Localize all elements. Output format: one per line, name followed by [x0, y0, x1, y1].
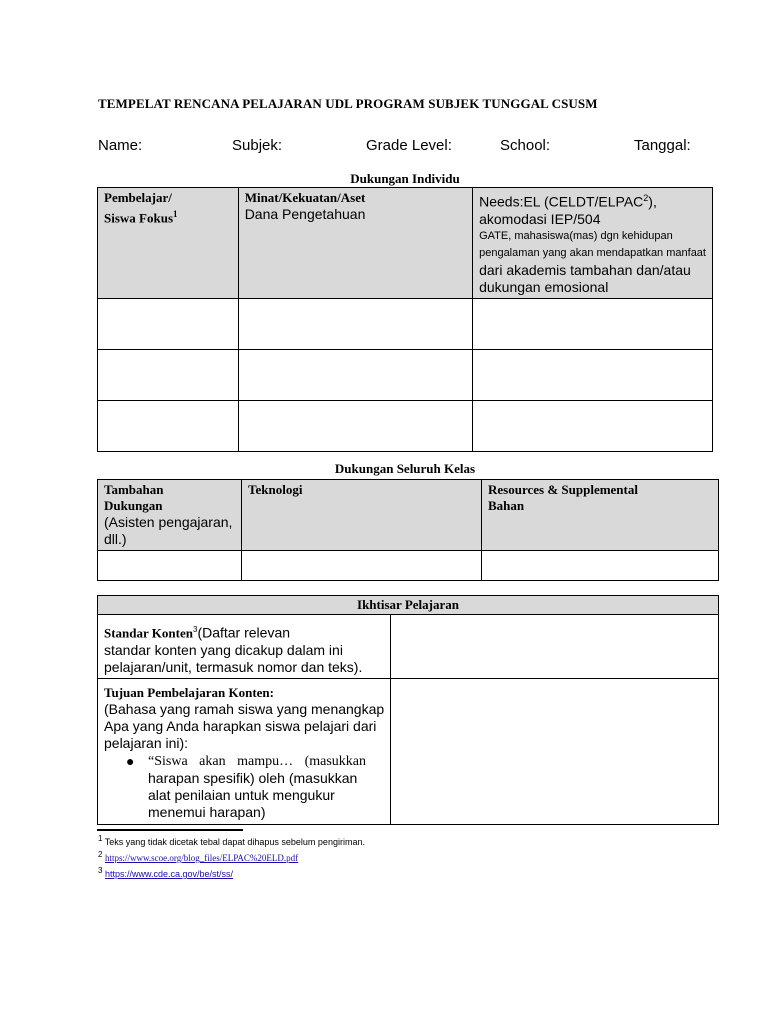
- empty-cell[interactable]: [98, 400, 239, 451]
- objective-bullet: [104, 753, 384, 821]
- bullet-icon: ●: [126, 753, 135, 769]
- resources-header-bold2: Bahan: [488, 498, 525, 513]
- document-title: TEMPELAT RENCANA PELAJARAN UDL PROGRAM SUBJEK TUNGGAL CSUSM: [98, 96, 598, 111]
- needs-line1-end: ),: [648, 193, 657, 210]
- school-label: School:: [500, 137, 551, 154]
- needs-line3: dari akademis tambahan dan/atau: [479, 261, 691, 278]
- name-label: Name:: [98, 137, 143, 154]
- footnote-3-link[interactable]: https://www.cde.ca.gov/be/st/ss/: [104, 869, 234, 879]
- overview-title: Ikhtisar Pelajaran: [357, 597, 459, 612]
- bullet-text2: alat penilaian untuk mengukur: [148, 787, 335, 803]
- footnote-ref-2: 2: [643, 193, 649, 203]
- content-standards-text1: (Daftar relevan: [197, 624, 291, 641]
- learner-header-cell: [98, 188, 239, 299]
- learning-objectives-cell: [98, 679, 391, 825]
- footnote-1: [98, 834, 365, 847]
- footnote-2-link[interactable]: https://www.scoe.org/blog_files/ELPAC%20ELD.pdf: [104, 853, 299, 863]
- learning-objectives-bold: Tujuan Pembelajaran Konten:: [104, 685, 274, 700]
- empty-cell[interactable]: [473, 400, 713, 451]
- individual-support-title: Dukungan Individu: [350, 171, 460, 186]
- additional-support-bold2: Dukungan: [104, 498, 163, 513]
- empty-cell[interactable]: [238, 298, 472, 349]
- footnote-3: [98, 866, 233, 879]
- empty-cell[interactable]: [238, 349, 472, 400]
- learner-header-line1: Pembelajar/: [104, 190, 172, 205]
- resources-header-bold1: Resources & Supplemental: [488, 482, 638, 497]
- subject-label: Subjek:: [232, 137, 283, 154]
- footnote-ref-3: 3: [192, 625, 198, 634]
- learning-objectives-text3: pelajaran ini):: [104, 735, 189, 751]
- needs-header-cell: [473, 188, 713, 299]
- additional-support-text: (Asisten pengajaran, dll.): [104, 514, 233, 547]
- content-standards-text3: pelajaran/unit, termasuk nomor dan teks).: [104, 658, 363, 675]
- overview-header-cell: [98, 596, 719, 615]
- bullet-text1: harapan spesifik) oleh (masukkan: [148, 770, 358, 786]
- table-row: [98, 551, 719, 581]
- footnote-2-number: 2: [98, 850, 103, 859]
- empty-cell[interactable]: [98, 349, 239, 400]
- table-header-row: [98, 188, 713, 299]
- empty-cell[interactable]: [98, 551, 242, 581]
- table-row: [98, 298, 713, 349]
- additional-support-header-cell: [98, 480, 242, 551]
- learning-objectives-input-cell[interactable]: [391, 679, 719, 825]
- technology-header-bold: Teknologi: [248, 482, 303, 497]
- footnote-2: [98, 850, 298, 863]
- learning-objectives-text1: (Bahasa yang ramah siswa yang menangkap: [104, 701, 385, 717]
- empty-cell[interactable]: [473, 298, 713, 349]
- footnote-ref-1: 1: [173, 209, 178, 219]
- additional-support-bold1: Tambahan: [104, 482, 164, 497]
- needs-small1: GATE, mahasiswa(mas) dgn kehidupan: [479, 229, 673, 242]
- learner-header-line2: Siswa Fokus: [104, 210, 173, 226]
- table-row: [98, 679, 719, 825]
- footnote-1-number: 1: [98, 834, 103, 843]
- table-header-row: [98, 596, 719, 615]
- grade-level-label: Grade Level:: [366, 137, 452, 154]
- bullet-serif-text: “Siswa akan mampu… (masukkan: [148, 754, 367, 769]
- needs-line2: akomodasi IEP/504: [479, 210, 601, 227]
- needs-small2: pengalaman yang akan mendapatkan manfaat: [479, 246, 706, 259]
- content-standards-cell: [98, 615, 391, 679]
- empty-cell[interactable]: [473, 349, 713, 400]
- empty-cell[interactable]: [238, 400, 472, 451]
- table-row: [98, 615, 719, 679]
- bullet-text3: menemui harapan): [148, 804, 266, 820]
- footnote-1-text: Teks yang tidak dicetak tebal dapat dihapus sebelum pengiriman.: [104, 837, 365, 847]
- strengths-header-cell: [238, 188, 472, 299]
- content-standards-text2: standar konten yang dicakup dalam ini: [104, 641, 343, 658]
- strengths-header-text: Dana Pengetahuan: [244, 206, 366, 222]
- technology-header-cell: [242, 480, 482, 551]
- classwide-support-title: Dukungan Seluruh Kelas: [334, 461, 476, 476]
- needs-line4: dukungan emosional: [479, 278, 609, 295]
- content-standards-input-cell[interactable]: [391, 615, 719, 679]
- footnote-divider: [97, 829, 243, 831]
- needs-line1: Needs:EL (CELDT/ELPAC: [479, 193, 644, 210]
- empty-cell[interactable]: [482, 551, 719, 581]
- content-standards-bold: Standar Konten: [104, 625, 193, 641]
- table-row: [98, 349, 713, 400]
- resources-header-cell: [482, 480, 719, 551]
- table-header-row: [98, 480, 719, 551]
- table-row: [98, 400, 713, 451]
- individual-support-table: [97, 187, 713, 452]
- empty-cell[interactable]: [98, 298, 239, 349]
- classwide-support-table: [97, 479, 719, 581]
- footnote-3-number: 3: [98, 866, 103, 875]
- learning-objectives-text2: Apa yang Anda harapkan siswa pelajari dari: [104, 718, 377, 734]
- empty-cell[interactable]: [242, 551, 482, 581]
- strengths-header-bold: Minat/Kekuatan/Aset: [244, 190, 366, 205]
- date-label: Tanggal:: [634, 137, 691, 154]
- lesson-overview-table: [97, 595, 719, 825]
